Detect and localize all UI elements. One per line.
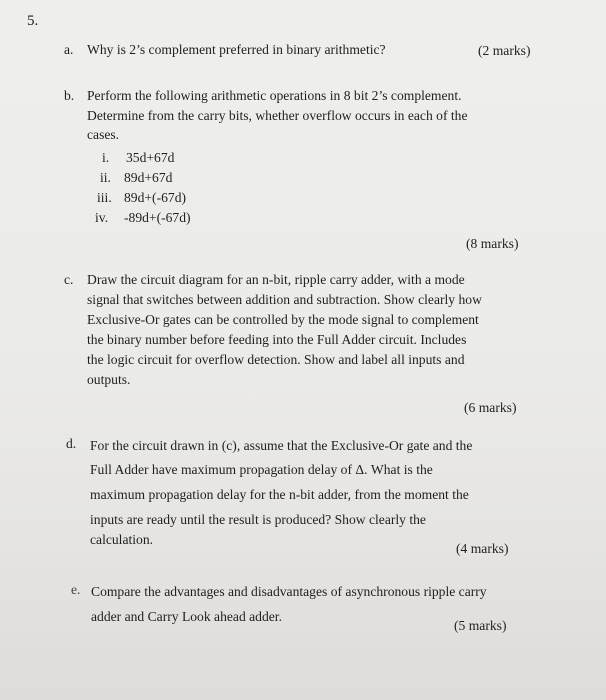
part-e-marks: (5 marks) xyxy=(454,618,507,633)
part-c-line: the binary number before feeding into the Full Adder circuit. Includes xyxy=(87,332,467,347)
part-c-line: outputs. xyxy=(87,372,131,387)
part-d-line: For the circuit drawn in (c), assume that the Exclusive-Or gate and the xyxy=(90,438,473,453)
part-c-line: the logic circuit for overflow detection. Show and label all inputs and xyxy=(87,352,465,367)
part-a-text: Why is 2’s complement preferred in binary arithmetic? xyxy=(87,42,386,57)
case-numeral: i. xyxy=(102,150,110,165)
case-numeral: iv. xyxy=(95,210,109,225)
case-expression: 89d+67d xyxy=(124,170,173,185)
case-item xyxy=(100,170,172,186)
case-expression: 89d+(-67d) xyxy=(124,190,187,205)
part-c-line: Draw the circuit diagram for an n-bit, ripple carry adder, with a mode xyxy=(87,272,465,287)
part-a-letter: a. xyxy=(64,42,74,57)
part-c-marks: (6 marks) xyxy=(464,400,517,415)
part-d-line: Full Adder have maximum propagation delay of Δ. What is the xyxy=(90,462,433,477)
part-b-line: Perform the following arithmetic operations in 8 bit 2’s complement. xyxy=(87,88,462,103)
case-numeral: ii. xyxy=(100,170,111,185)
case-item xyxy=(102,150,174,166)
part-b-letter: b. xyxy=(64,88,75,103)
part-c-letter: c. xyxy=(64,272,74,287)
part-c-line: Exclusive-Or gates can be controlled by the mode signal to complement xyxy=(87,312,479,327)
part-b-line: cases. xyxy=(87,127,120,142)
case-item xyxy=(97,190,186,206)
part-e-line: Compare the advantages and disadvantages of asynchronous ripple carry xyxy=(91,584,487,599)
part-b-marks: (8 marks) xyxy=(466,236,519,251)
part-d-letter: d. xyxy=(66,436,77,451)
part-b-line: Determine from the carry bits, whether overflow occurs in each of the xyxy=(87,108,468,123)
question-number: 5. xyxy=(27,13,39,29)
part-e-letter: e. xyxy=(71,582,81,597)
part-e-line: adder and Carry Look ahead adder. xyxy=(91,609,282,624)
case-numeral: iii. xyxy=(97,190,112,205)
case-expression: 35d+67d xyxy=(126,150,175,165)
part-d-line: calculation. xyxy=(90,532,154,547)
part-c-line: signal that switches between addition and subtraction. Show clearly how xyxy=(87,292,482,307)
case-expression: -89d+(-67d) xyxy=(124,210,191,225)
part-d-line: inputs are ready until the result is produced? Show clearly the xyxy=(90,512,426,527)
part-d-line: maximum propagation delay for the n-bit adder, from the moment the xyxy=(90,487,469,502)
part-d-marks: (4 marks) xyxy=(456,541,509,556)
part-a-marks: (2 marks) xyxy=(478,43,531,58)
case-item xyxy=(95,210,191,226)
